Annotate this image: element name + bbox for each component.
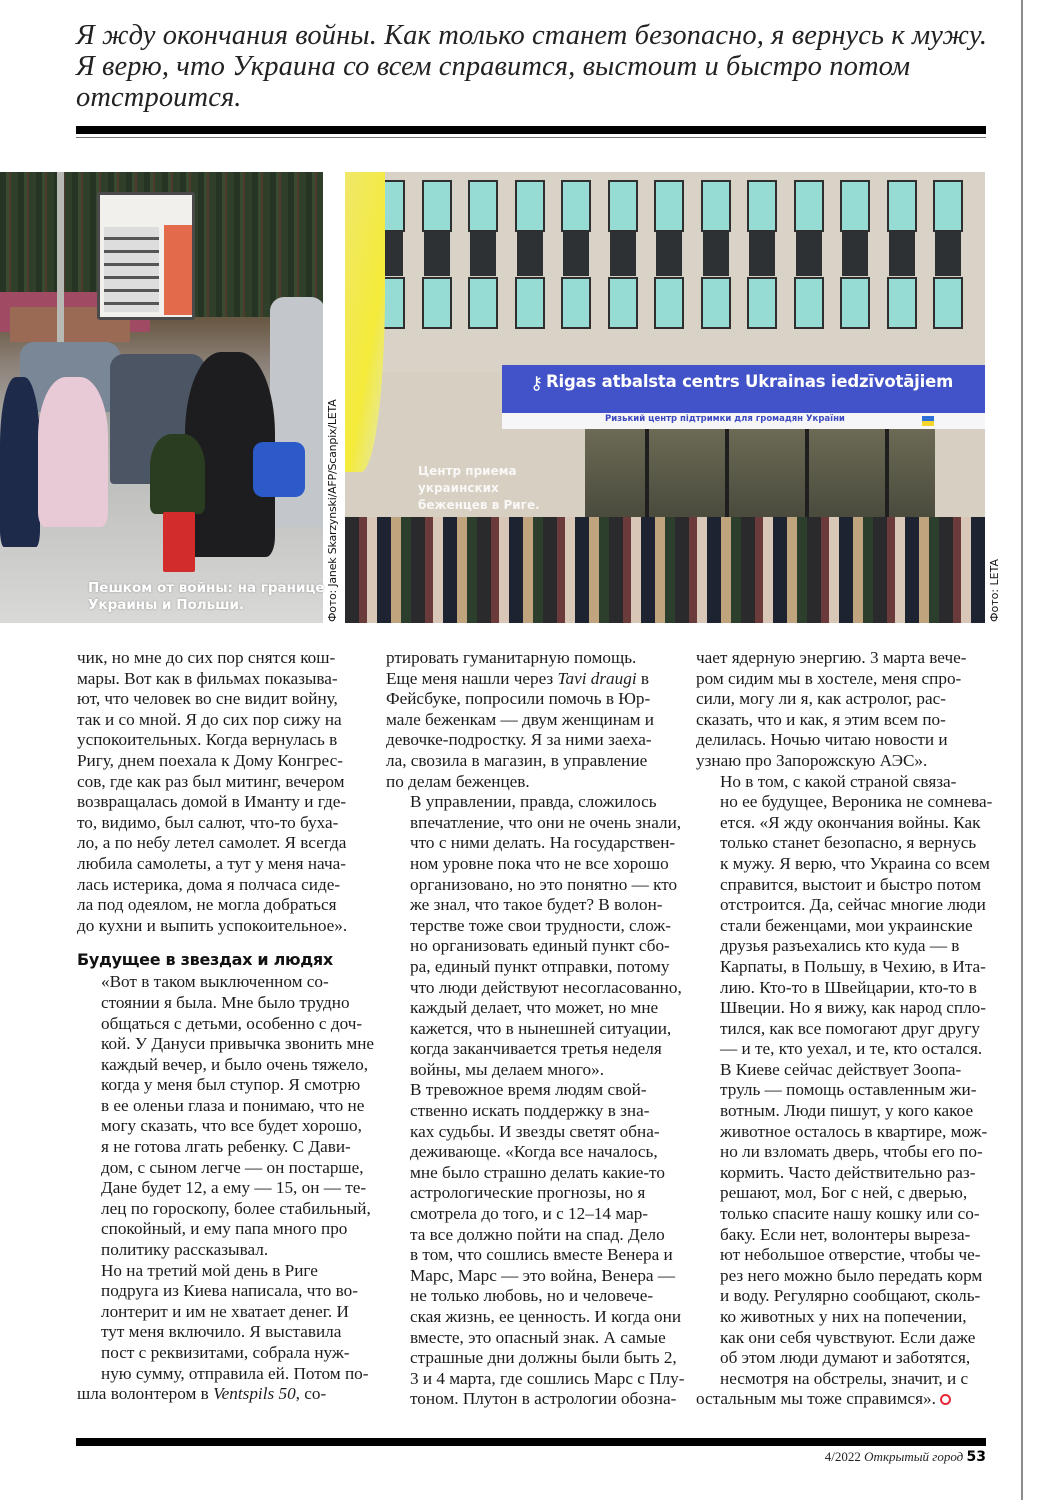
text-line: по делам беженцев. bbox=[386, 771, 530, 791]
text-line: ственно искать поддержку в зна- bbox=[410, 1101, 650, 1121]
text-line: до кухни и выпить успокоительное». bbox=[77, 915, 348, 935]
text-line: ло, а по небу летел самолет. Я всегда bbox=[77, 833, 347, 853]
photo-child bbox=[150, 434, 205, 514]
paragraph bbox=[77, 1261, 369, 1385]
text-line: ном уровне пока что не все хорошо bbox=[410, 853, 669, 873]
photo-caption-border: Пешком от войны: на границе Украины и Польши. bbox=[88, 580, 325, 613]
text-line: спокойный, и ему папа много про bbox=[101, 1219, 348, 1239]
ukraine-flag-icon bbox=[922, 416, 934, 426]
text-line: но ли взломать дверь, чтобы его по- bbox=[720, 1142, 983, 1162]
text-line: отстроится. Да, сейчас многие люди bbox=[720, 895, 986, 915]
photo-window-panel bbox=[610, 232, 636, 276]
text-line: мне было страшно делать какие-то bbox=[410, 1162, 665, 1182]
photo-window bbox=[468, 277, 498, 329]
text-line: ют, что человек во сне видит войну, bbox=[77, 689, 338, 709]
photo-credit-border: Фото: Janek Skarzynski/AFP/Scanpix/LETA bbox=[326, 399, 339, 622]
text-line: кажется, что в нынешней ситуации, bbox=[410, 1018, 672, 1038]
photo-window bbox=[515, 180, 545, 232]
text-line: впечатление, что они не очень знали, bbox=[410, 812, 682, 832]
photo-window bbox=[933, 180, 963, 232]
photo-window bbox=[701, 277, 731, 329]
text-line: В управлении, правда, сложилось bbox=[410, 792, 657, 812]
text-line: подруга из Киева написала, что во- bbox=[101, 1281, 358, 1301]
text-line: страшные дни должны были быть 2, bbox=[410, 1348, 677, 1368]
text-line: ла под одеялом, не могла добраться bbox=[77, 895, 337, 915]
text-line: что люди действуют несогласованно, bbox=[410, 977, 682, 997]
photo-person bbox=[0, 377, 40, 547]
photo-window bbox=[515, 277, 545, 329]
photo-window bbox=[887, 277, 917, 329]
text-line: в том, что сошлись вместе Венера и bbox=[410, 1245, 673, 1265]
text-line: но ее будущее, Вероника не сомнева- bbox=[720, 792, 993, 812]
page-folio bbox=[825, 1449, 986, 1465]
photo-window bbox=[840, 180, 870, 232]
photo-window-panel bbox=[749, 232, 775, 276]
issue-number: 4/2022 bbox=[824, 1449, 861, 1464]
text-line: баку. Если нет, волонтеры выреза- bbox=[720, 1224, 971, 1244]
text-line: девочке-подростку. Я за ними заеха- bbox=[386, 730, 652, 750]
text-line: в ее оленьи глаза и понимаю, что не bbox=[101, 1095, 365, 1115]
photo-window bbox=[608, 277, 638, 329]
text-line: Но в том, с какой страной связа- bbox=[720, 771, 957, 791]
photo-window-panel bbox=[470, 232, 496, 276]
text-line: сили, могу ли я, как астролог, рас- bbox=[696, 689, 946, 709]
text-line: дом, с сыном легче — он постарше, bbox=[101, 1157, 364, 1177]
photo-window bbox=[468, 180, 498, 232]
photo-riga-centre bbox=[345, 172, 985, 623]
photo-window bbox=[422, 180, 452, 232]
photo-window bbox=[654, 180, 684, 232]
paragraph bbox=[696, 771, 993, 1060]
text-line: Швеции. Но я вижу, как народ спло- bbox=[720, 998, 986, 1018]
text-line: общаться с детьми, особенно с доч- bbox=[101, 1013, 363, 1033]
text-line: Ригу, днем поехала к Дому Конгрес- bbox=[77, 750, 343, 770]
photo-banner: ⚷ Rigas atbalsta centrs Ukrainas iedzīvotājiem bbox=[502, 365, 985, 413]
venue-name: Ventspils 50 bbox=[213, 1384, 296, 1404]
text-line: делилась. Ночью читаю новости и bbox=[696, 730, 948, 750]
text-line: Марс, Марс — это война, Венера — bbox=[410, 1265, 676, 1285]
text-line: тоном. Плутон в астрологии обозна- bbox=[410, 1389, 677, 1409]
text-line: ская жизнь, ее ценность. И когда они bbox=[410, 1307, 682, 1326]
text-line: смотрела до того, и с 12–14 мар- bbox=[410, 1204, 649, 1224]
photo-border-crossing bbox=[0, 172, 323, 623]
photo-window bbox=[747, 180, 777, 232]
text-line: мары. Вот как в фильмах показыва- bbox=[77, 668, 338, 688]
text-line: Но на третий мой день в Риге bbox=[101, 1260, 318, 1280]
photo-road-sign bbox=[97, 192, 195, 320]
text-line: животное осталось в квартире, мож- bbox=[720, 1121, 988, 1141]
text-line: ках судьбы. И звезды светят обна- bbox=[410, 1121, 660, 1141]
paragraph: ртировать гуманитарную помощь. Еще меня нашли через Tavi draugi в bbox=[386, 648, 650, 688]
text-line: каждый делает, что может, но мне bbox=[410, 998, 659, 1018]
text-line: ла, свозила в магазин, в управление bbox=[386, 750, 648, 770]
footer-rule bbox=[76, 1438, 986, 1446]
text-line: сказать, что и как, я этим всем по- bbox=[696, 709, 946, 729]
photo-window bbox=[561, 180, 591, 232]
text-line: успокоительных. Когда вернулась в bbox=[77, 730, 338, 750]
text-line: рез него можно было передать корм bbox=[720, 1265, 983, 1285]
text-line: когда у меня был ступор. Я смотрю bbox=[101, 1075, 361, 1095]
photo-window bbox=[933, 277, 963, 329]
text-line: вместе, это опасный знак. А самые bbox=[410, 1327, 666, 1347]
text-line: лась истерика, дома я полчаса сиде- bbox=[77, 874, 341, 894]
paragraph bbox=[386, 1080, 685, 1410]
photo-credit-riga: Фото: LETA bbox=[988, 558, 1001, 622]
photo-pole bbox=[57, 172, 64, 347]
text-line: тился, как все помогают друг другу bbox=[720, 1018, 980, 1038]
text-line: несмотря на обстрелы, значит, и с bbox=[720, 1368, 969, 1388]
text-line: не только любовь, но и человече- bbox=[410, 1286, 654, 1306]
paragraph-end: остальным мы тоже справимся». bbox=[696, 1389, 988, 1410]
text-line: «Вот в таком выключенном со- bbox=[101, 972, 329, 992]
text-line: лию. Кто-то в Швейцарии, кто-то в bbox=[720, 977, 977, 997]
photo-window-panel bbox=[424, 232, 450, 276]
text-line: лец по гороскопу, более стабильный, bbox=[101, 1198, 371, 1218]
text-line: стали беженцами, мои украинские bbox=[720, 915, 973, 935]
text-line: пост с реквизитами, собрала нуж- bbox=[101, 1343, 350, 1362]
text-line: труль — помощь оставленным жи- bbox=[720, 1080, 977, 1100]
text-line: так и со мной. Я до сих пор сижу на bbox=[77, 709, 342, 729]
article-column-1 bbox=[77, 648, 375, 1405]
text-line: ную сумму, отправила ей. Потом по- bbox=[101, 1363, 369, 1383]
magazine-name: Открытый город bbox=[864, 1449, 964, 1464]
text-line: Карпаты, в Польшу, в Чехию, в Ита- bbox=[720, 956, 986, 976]
photo-window-panel bbox=[656, 232, 682, 276]
text-line: Дане будет 12, а ему — 15, он — те- bbox=[101, 1178, 367, 1198]
text-line: В тревожное время людям свой- bbox=[410, 1080, 647, 1100]
photo-window bbox=[654, 277, 684, 329]
header-rule-thin bbox=[76, 137, 986, 138]
text-line: тут меня включило. Я выставила bbox=[101, 1322, 342, 1342]
photo-caption-riga: Центр приема украинских беженцев в Риге. bbox=[418, 464, 540, 512]
text-line: та все должно пойти на спад. Дело bbox=[410, 1224, 665, 1244]
photo-window-panel bbox=[935, 232, 961, 276]
article-column-3 bbox=[696, 648, 993, 1410]
text-line: то, видимо, был салют, что-то буха- bbox=[77, 812, 339, 832]
text-line: вотным. Люди пишут, у кого какое bbox=[720, 1101, 974, 1121]
section-subheading: Будущее в звездах и людях bbox=[77, 950, 333, 970]
pull-quote: Я жду окончания войны. Как только станет безопасно, я вернусь к мужу. Я верю, что Украина со всем справится, выстоит и быстро потом отстроится. bbox=[76, 20, 988, 113]
text-line: ром сидим мы в хостеле, меня спро- bbox=[696, 668, 962, 688]
photo-crowd bbox=[345, 517, 985, 623]
photo-window-panel bbox=[517, 232, 543, 276]
text-line: лонтерит и им не хватает денег. И bbox=[101, 1301, 349, 1321]
paragraph-end: шла волонтером в Ventspils 50, со- bbox=[77, 1384, 327, 1404]
photo-window bbox=[840, 277, 870, 329]
text-line: астрологические прогнозы, но я bbox=[410, 1183, 646, 1203]
text-line: чает ядерную энергию. 3 марта вече- bbox=[696, 648, 967, 667]
text-line: 3 и 4 марта, где сошлись Марс с Плу- bbox=[410, 1368, 685, 1388]
text-line: ра, единый пункт отправки, потому bbox=[410, 956, 670, 976]
text-line: чик, но мне до сих пор снятся кош- bbox=[77, 648, 336, 667]
text-line: но организовать единый пункт сбо- bbox=[410, 936, 670, 956]
paragraph bbox=[77, 648, 369, 936]
photo-window bbox=[887, 180, 917, 232]
photo-window bbox=[794, 277, 824, 329]
page-number: 53 bbox=[966, 1449, 986, 1465]
text-line: стоянии я была. Мне было трудно bbox=[101, 992, 350, 1012]
text-line: когда заканчивается третья неделя bbox=[410, 1039, 662, 1059]
text-line: только станет безопасно, я вернусь bbox=[720, 833, 977, 853]
photo-window bbox=[422, 277, 452, 329]
photo-person bbox=[38, 377, 108, 527]
text-line: только спасите нашу кошку или со- bbox=[720, 1204, 980, 1224]
photo-window bbox=[701, 180, 731, 232]
text-line: политику рассказывал. bbox=[101, 1240, 269, 1260]
paragraph bbox=[386, 792, 682, 1080]
text-line: узнаю про Запорожскую АЭС». bbox=[696, 750, 928, 770]
paragraph bbox=[696, 1060, 988, 1390]
text-line: же знал, что такое будет? В волон- bbox=[410, 895, 663, 915]
text-line: друзья разъехались кто куда — в bbox=[720, 936, 960, 956]
text-line: об этом люди думают и заботятся, bbox=[720, 1348, 971, 1368]
paragraph bbox=[696, 648, 988, 772]
photo-window-panel bbox=[796, 232, 822, 276]
end-of-article-icon bbox=[940, 1394, 951, 1405]
photo-window bbox=[608, 180, 638, 232]
text-line: возвращалась домой в Иманту и где- bbox=[77, 792, 347, 812]
photo-window-panel bbox=[842, 232, 868, 276]
photo-window-panel bbox=[563, 232, 589, 276]
text-line: любила самолеты, а тут у меня нача- bbox=[77, 853, 346, 873]
text-line: сов, где как раз был митинг, вечером bbox=[77, 771, 345, 791]
text-line: решают, мол, Бог с ней, с дверью, bbox=[720, 1183, 968, 1203]
photo-window bbox=[747, 277, 777, 329]
photo-banner-subtitle: Ризький центр підтримки для громадян України bbox=[502, 413, 985, 429]
text-line: мале беженкам — двум женщинам и bbox=[386, 709, 654, 729]
text-line: кормить. Часто действительно раз- bbox=[720, 1162, 976, 1182]
text-line: справится, выстоит и быстро потом bbox=[720, 874, 982, 894]
text-line: к мужу. Я верю, что Украина со всем bbox=[720, 853, 990, 873]
page-edge-line bbox=[1021, 0, 1023, 1500]
photo-window bbox=[794, 180, 824, 232]
paragraph bbox=[77, 972, 375, 1260]
photo-blue-bag bbox=[253, 442, 305, 497]
text-line: Фейсбуке, попросили помочь в Юр- bbox=[386, 689, 651, 709]
text-line: ют небольшое отверстие, чтобы че- bbox=[720, 1245, 981, 1265]
text-line: В Киеве сейчас действует Зоопа- bbox=[720, 1059, 962, 1079]
org-name: Tavi draugi bbox=[557, 668, 637, 688]
text-line: ется. «Я жду окончания войны. Как bbox=[720, 812, 981, 832]
text-line: могу сказать, что все будет хорошо, bbox=[101, 1116, 362, 1136]
header-rule-thick bbox=[76, 126, 986, 134]
text-line: каждый вечер, и было очень тяжело, bbox=[101, 1054, 369, 1074]
text-line: что с ними делать. На государствен- bbox=[410, 833, 676, 853]
text-line: и воду. Регулярно сообщают, сколь- bbox=[720, 1286, 981, 1306]
text-line: организовано, но это понятно — кто bbox=[410, 874, 678, 894]
text-line: войны, мы делаем много». bbox=[410, 1059, 605, 1079]
photo-window-panel bbox=[703, 232, 729, 276]
paragraph bbox=[386, 689, 678, 792]
photo-ukraine-flag bbox=[345, 172, 385, 472]
text-line: я не готова лгать ребенку. С Дави- bbox=[101, 1137, 351, 1157]
text-line: — и те, кто уехал, и те, кто остался. bbox=[720, 1039, 983, 1059]
text-line: кой. У Дануси привычка звонить мне bbox=[101, 1034, 375, 1054]
text-line: ко животных у них на попечении, bbox=[720, 1307, 967, 1326]
article-column-2 bbox=[386, 648, 685, 1410]
photo-window-panel bbox=[889, 232, 915, 276]
keys-icon: ⚷ bbox=[530, 373, 544, 394]
text-line: деживающе. «Когда все началось, bbox=[410, 1142, 658, 1162]
text-line: терстве тоже свои трудности, слож- bbox=[410, 915, 672, 935]
photo-child-legs bbox=[163, 512, 195, 572]
photo-window bbox=[561, 277, 591, 329]
text-line: как они себя чувствуют. Если даже bbox=[720, 1327, 976, 1347]
